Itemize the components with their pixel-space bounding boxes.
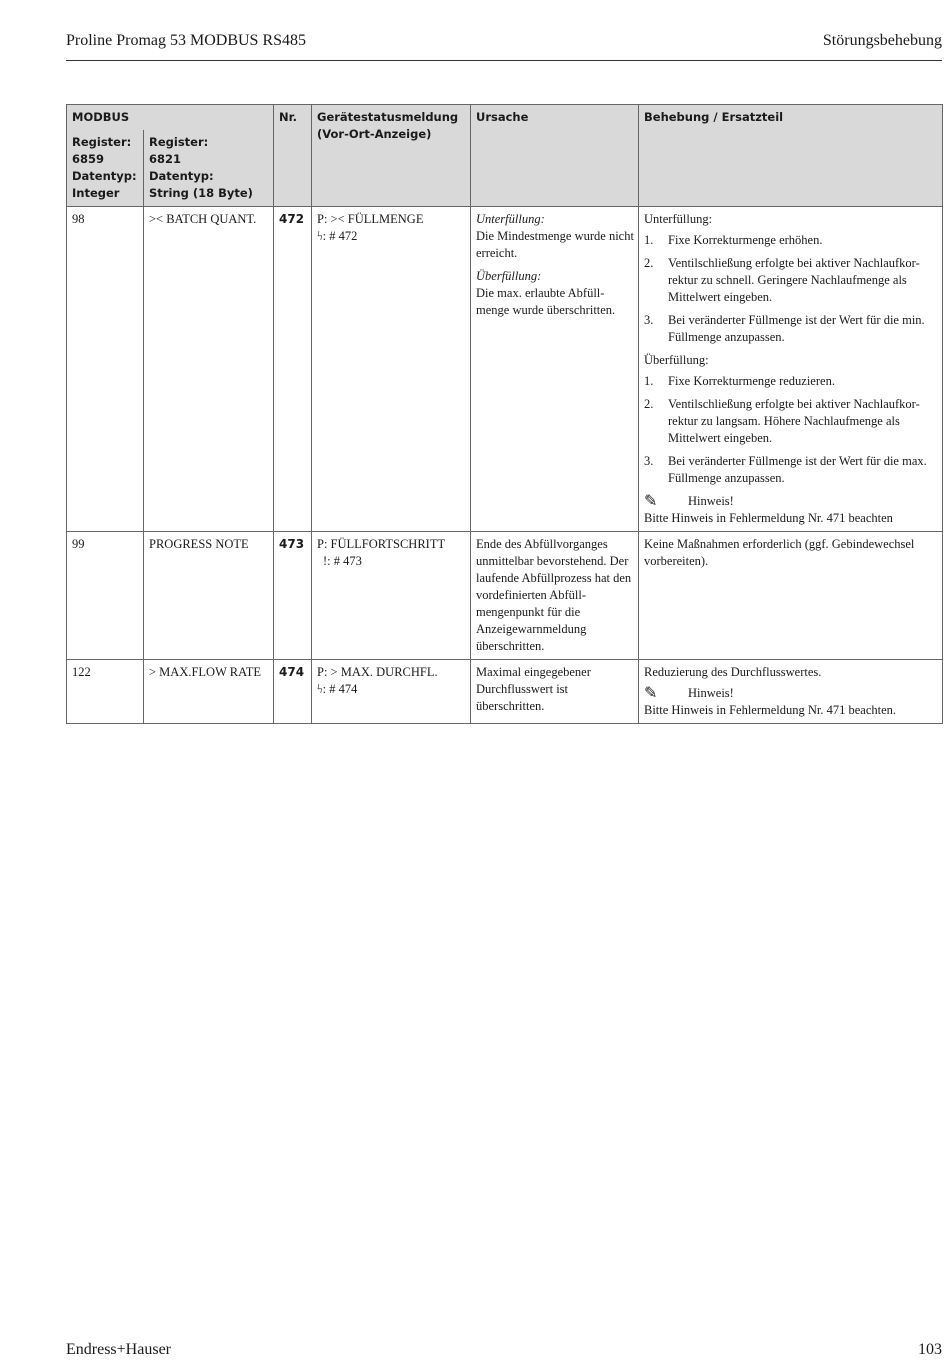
footer-brand: Endress+Hauser xyxy=(66,1341,171,1358)
message-line2: !: # 473 xyxy=(323,554,362,568)
nr-header: Nr. xyxy=(274,105,312,207)
status-table xyxy=(66,104,943,724)
hint-label: Hinweis! xyxy=(688,686,734,700)
reg1-line3: Datentyp: xyxy=(72,169,137,183)
cause-header: Ursache xyxy=(471,105,639,207)
cause-title-over: Überfüllung: xyxy=(476,269,542,283)
fix-text: Reduzierung des Durchflusswertes. xyxy=(644,665,822,679)
string-cell: > MAX.FLOW RATE xyxy=(144,660,274,724)
reg1-line1: Register: xyxy=(72,135,132,149)
reg2-line3: Datentyp: xyxy=(149,169,214,183)
string-cell: PROGRESS NOTE xyxy=(144,532,274,660)
list-item: 1. Fixe Korrekturmenge reduzieren. xyxy=(644,374,835,388)
list-item: 2. Ventilschließung erfolgte bei aktiver Nachlaufkor-rektur zu schnell. Geringere Nachlaufmenge als Mittelwert eingeben. xyxy=(644,256,920,304)
fix-header: Behebung / Ersatzteil xyxy=(639,105,943,207)
fix-cell xyxy=(639,207,943,532)
cause-cell: Ende des Abfüllvorganges unmittelbar bevorstehend. Der laufende Abfüllprozess hat den vordefinierten Abfüll-mengenpunkt für die Anzeigewarnmeldung überschritten. xyxy=(471,532,639,660)
header-section: Störungsbehebung xyxy=(822,32,942,49)
cause-cell xyxy=(471,207,639,532)
list-item: 1. Fixe Korrekturmenge erhöhen. xyxy=(644,233,823,247)
header-title: Proline Promag 53 MODBUS RS485 xyxy=(66,32,307,49)
fix-list-under xyxy=(644,232,938,346)
fix-list-over xyxy=(644,373,938,487)
reg2-line1: Register: xyxy=(149,135,209,149)
hint-block xyxy=(644,685,938,719)
reg2-line4: String (18 Byte) xyxy=(149,186,253,200)
hint-block xyxy=(644,493,938,527)
register-cell: 98 xyxy=(67,207,144,532)
hint-text: Bitte Hinweis in Fehlermeldung Nr. 471 beachten. xyxy=(644,703,897,717)
table-row xyxy=(67,207,943,532)
message-line1: P: FÜLLFORTSCHRITT xyxy=(317,537,446,551)
nr-cell: 473 xyxy=(274,532,312,660)
header-rule xyxy=(66,60,942,61)
table-row xyxy=(67,532,943,660)
fix-cell xyxy=(639,660,943,724)
cause-cell: Maximal eingegebener Durchflusswert ist überschritten. xyxy=(471,660,639,724)
pencil-icon: ✎ xyxy=(644,493,658,510)
register-cell: 99 xyxy=(67,532,144,660)
fix-heading-over: Überfüllung: xyxy=(644,353,709,367)
fix-cell: Keine Maßnahmen erforderlich (ggf. Gebindewechsel vorbereiten). xyxy=(639,532,943,660)
nr-cell: 474 xyxy=(274,660,312,724)
status-header xyxy=(312,105,471,207)
register-string-header xyxy=(144,130,274,207)
message-line2: ϟ: # 474 xyxy=(317,682,358,696)
cause-text-under: Die Mindestmenge wurde nicht erreicht. xyxy=(476,229,634,260)
status-header-line1: Gerätestatusmeldung xyxy=(317,110,459,124)
table-row xyxy=(67,660,943,724)
reg1-line2: 6859 xyxy=(72,152,105,166)
reg2-line2: 6821 xyxy=(149,152,182,166)
status-header-line2: (Vor-Ort-Anzeige) xyxy=(317,127,432,141)
modbus-header: MODBUS xyxy=(67,105,274,131)
fix-heading-under: Unterfüllung: xyxy=(644,212,713,226)
reg1-line4: Integer xyxy=(72,186,120,200)
message-line2: ϟ: # 472 xyxy=(317,229,358,243)
page-number: 103 xyxy=(918,1341,942,1358)
register-cell: 122 xyxy=(67,660,144,724)
message-cell xyxy=(312,660,471,724)
message-cell xyxy=(312,532,471,660)
cause-title-under: Unterfüllung: xyxy=(476,212,545,226)
message-line1: P: >< FÜLLMENGE xyxy=(317,212,424,226)
cause-text-over: Die max. erlaubte Abfüll-menge wurde überschritten. xyxy=(476,286,616,317)
hint-label: Hinweis! xyxy=(688,494,734,508)
message-cell xyxy=(312,207,471,532)
list-item: 3. Bei veränderter Füllmenge ist der Wert für die max. Füllmenge anzupassen. xyxy=(644,454,927,485)
list-item: 2. Ventilschließung erfolgte bei aktiver Nachlaufkor-rektur zu langsam. Höhere Nachlaufmenge als Mittelwert eingeben. xyxy=(644,397,920,445)
nr-cell: 472 xyxy=(274,207,312,532)
pencil-icon: ✎ xyxy=(644,685,658,702)
hint-text: Bitte Hinweis in Fehlermeldung Nr. 471 beachten xyxy=(644,511,893,525)
register-int-header xyxy=(67,130,144,207)
list-item: 3. Bei veränderter Füllmenge ist der Wert für die min. Füllmenge anzupassen. xyxy=(644,313,925,344)
message-line1: P: > MAX. DURCHFL. xyxy=(317,665,438,679)
string-cell: >< BATCH QUANT. xyxy=(144,207,274,532)
